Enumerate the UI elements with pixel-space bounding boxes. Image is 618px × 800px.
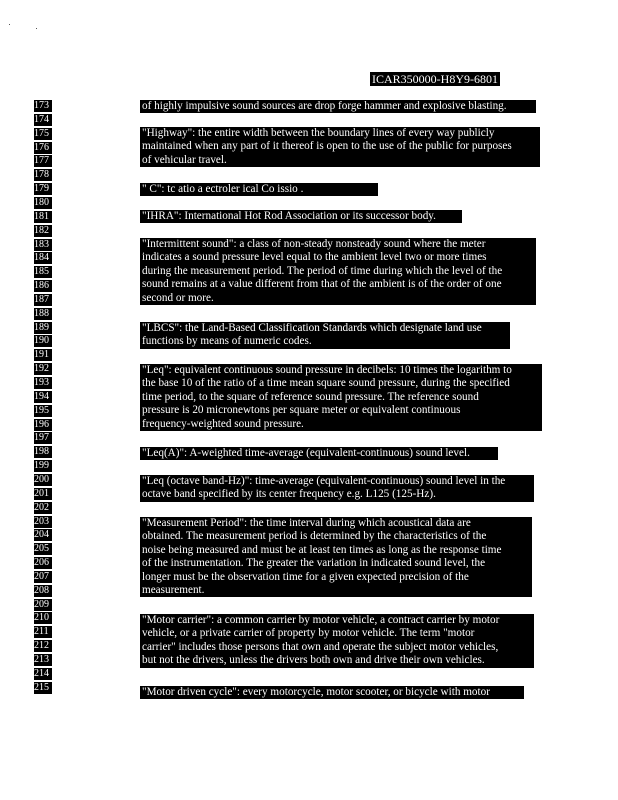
line-number: 192 (34, 363, 52, 375)
line-number: 183 (34, 239, 52, 251)
text-line: vehicle, or a private carrier of property by motor vehicle. The term "motor (142, 627, 475, 640)
text-line: indicates a sound pressure level equal to the ambient level two or more times (142, 251, 487, 264)
line-number: 195 (34, 405, 52, 417)
line-number: 176 (34, 142, 52, 154)
line-number: 187 (34, 294, 52, 306)
line-number: 205 (34, 543, 52, 555)
line-number: 198 (34, 446, 52, 458)
text-line: "LBCS": the Land-Based Classification Standards which designate land use (142, 322, 482, 334)
line-number: 214 (34, 668, 52, 680)
line-number: 207 (34, 571, 52, 583)
document-id: ICAR350000-H8Y9-6801 (372, 72, 498, 86)
line-number: 185 (34, 266, 52, 278)
text-line: of highly impulsive sound sources are drop forge hammer and explosive blasting. (142, 100, 507, 112)
text-line: time period, to the square of reference sound pressure. The reference sound (142, 390, 479, 403)
text-line: "IHRA": International Hot Rod Association or its successor body. (142, 210, 436, 222)
text-line: the base 10 of the ratio of a time mean square sound pressure, during the specified (142, 377, 510, 390)
line-number: 210 (34, 612, 52, 624)
line-number: 184 (34, 252, 52, 264)
text-line: obtained. The measurement period is determined by the characteristics of the (142, 530, 487, 543)
text-line: "Intermittent sound": a class of non-steady nonsteady sound where the meter (142, 238, 486, 250)
scan-speck (36, 28, 37, 29)
paragraph (140, 447, 498, 460)
text-line: "Motor carrier": a common carrier by motor vehicle, a contract carrier by motor (142, 614, 500, 626)
paragraph (140, 100, 536, 113)
line-number: 202 (34, 502, 52, 514)
line-number: 193 (34, 377, 52, 389)
text-line: "Highway": the entire width between the boundary lines of every way publicly (142, 127, 495, 139)
text-line: of the instrumentation. The greater the variation in indicated sound level, the (142, 557, 486, 570)
line-number: 197 (34, 432, 52, 444)
text-line: carrier" includes those persons that own and operate the subject motor vehicles, (142, 640, 499, 653)
paragraph (140, 517, 532, 597)
line-number: 175 (34, 128, 52, 140)
line-number: 203 (34, 516, 52, 528)
text-line: frequency-weighted sound pressure. (142, 417, 304, 430)
text-line: " C": tc atio a ectroler ical Co issio . (142, 183, 304, 195)
paragraph (140, 127, 540, 167)
paragraph (140, 322, 510, 349)
text-line: longer must be the observation time for a given expected precision of the (142, 570, 469, 583)
text-line: of vehicular travel. (142, 153, 227, 166)
line-number: 190 (34, 335, 52, 347)
paragraph (140, 475, 534, 502)
line-number: 209 (34, 599, 52, 611)
line-number: 212 (34, 640, 52, 652)
line-number: 189 (34, 322, 52, 334)
line-number: 186 (34, 280, 52, 292)
text-line: but not the drivers, unless the drivers both own and drive their own vehicles. (142, 654, 485, 667)
text-line: maintained when any part of it thereof is open to the use of the public for purposes (142, 140, 512, 153)
text-line: "Leq(A)": A-weighted time-average (equivalent-continuous) sound level. (142, 447, 470, 459)
text-line: "Measurement Period": the time interval during which acoustical data are (142, 517, 471, 529)
text-line: "Leq": equivalent continuous sound pressure in decibels: 10 times the logarithm to (142, 364, 512, 376)
line-number: 182 (34, 225, 52, 237)
text-line: measurement. (142, 584, 205, 597)
text-line: sound remains at a value different from that of the ambient is of the order of one (142, 278, 502, 291)
text-line: functions by means of numeric codes. (142, 335, 312, 348)
line-number: 208 (34, 585, 52, 597)
line-number: 181 (34, 211, 52, 223)
line-number: 194 (34, 391, 52, 403)
paragraph (140, 686, 524, 699)
line-number: 188 (34, 308, 52, 320)
line-number: 179 (34, 183, 52, 195)
line-number: 215 (34, 682, 52, 694)
line-number: 200 (34, 474, 52, 486)
paragraph (140, 210, 462, 223)
text-line: "Motor driven cycle": every motorcycle, motor scooter, or bicycle with motor (142, 686, 490, 698)
text-line: octave band specified by its center frequency e.g. L125 (125-Hz). (142, 488, 436, 501)
scan-speck (9, 24, 10, 25)
paragraph (140, 614, 534, 668)
line-number: 211 (34, 626, 52, 638)
line-number: 199 (34, 460, 52, 472)
line-number: 180 (34, 197, 52, 209)
text-line: noise being measured and must be at least ten times as long as the response time (142, 543, 502, 556)
paragraph (140, 238, 536, 305)
line-number: 191 (34, 349, 52, 361)
line-number: 178 (34, 169, 52, 181)
line-number: 174 (34, 114, 52, 126)
line-number: 173 (34, 100, 52, 112)
line-number-gutter (34, 100, 52, 700)
line-number: 196 (34, 419, 52, 431)
line-number: 204 (34, 529, 52, 541)
text-line: pressure is 20 micronewtons per square meter or equivalent continuous (142, 404, 461, 417)
line-number: 201 (34, 488, 52, 500)
paragraph (140, 364, 542, 431)
line-number: 177 (34, 155, 52, 167)
paragraph (140, 183, 378, 196)
line-number: 206 (34, 557, 52, 569)
text-line: "Leq (octave band-Hz)": time-average (equivalent-continuous) sound level in the (142, 475, 506, 487)
line-number: 213 (34, 654, 52, 666)
text-line: second or more. (142, 291, 214, 304)
text-line: during the measurement period. The period of time during which the level of the (142, 264, 503, 277)
